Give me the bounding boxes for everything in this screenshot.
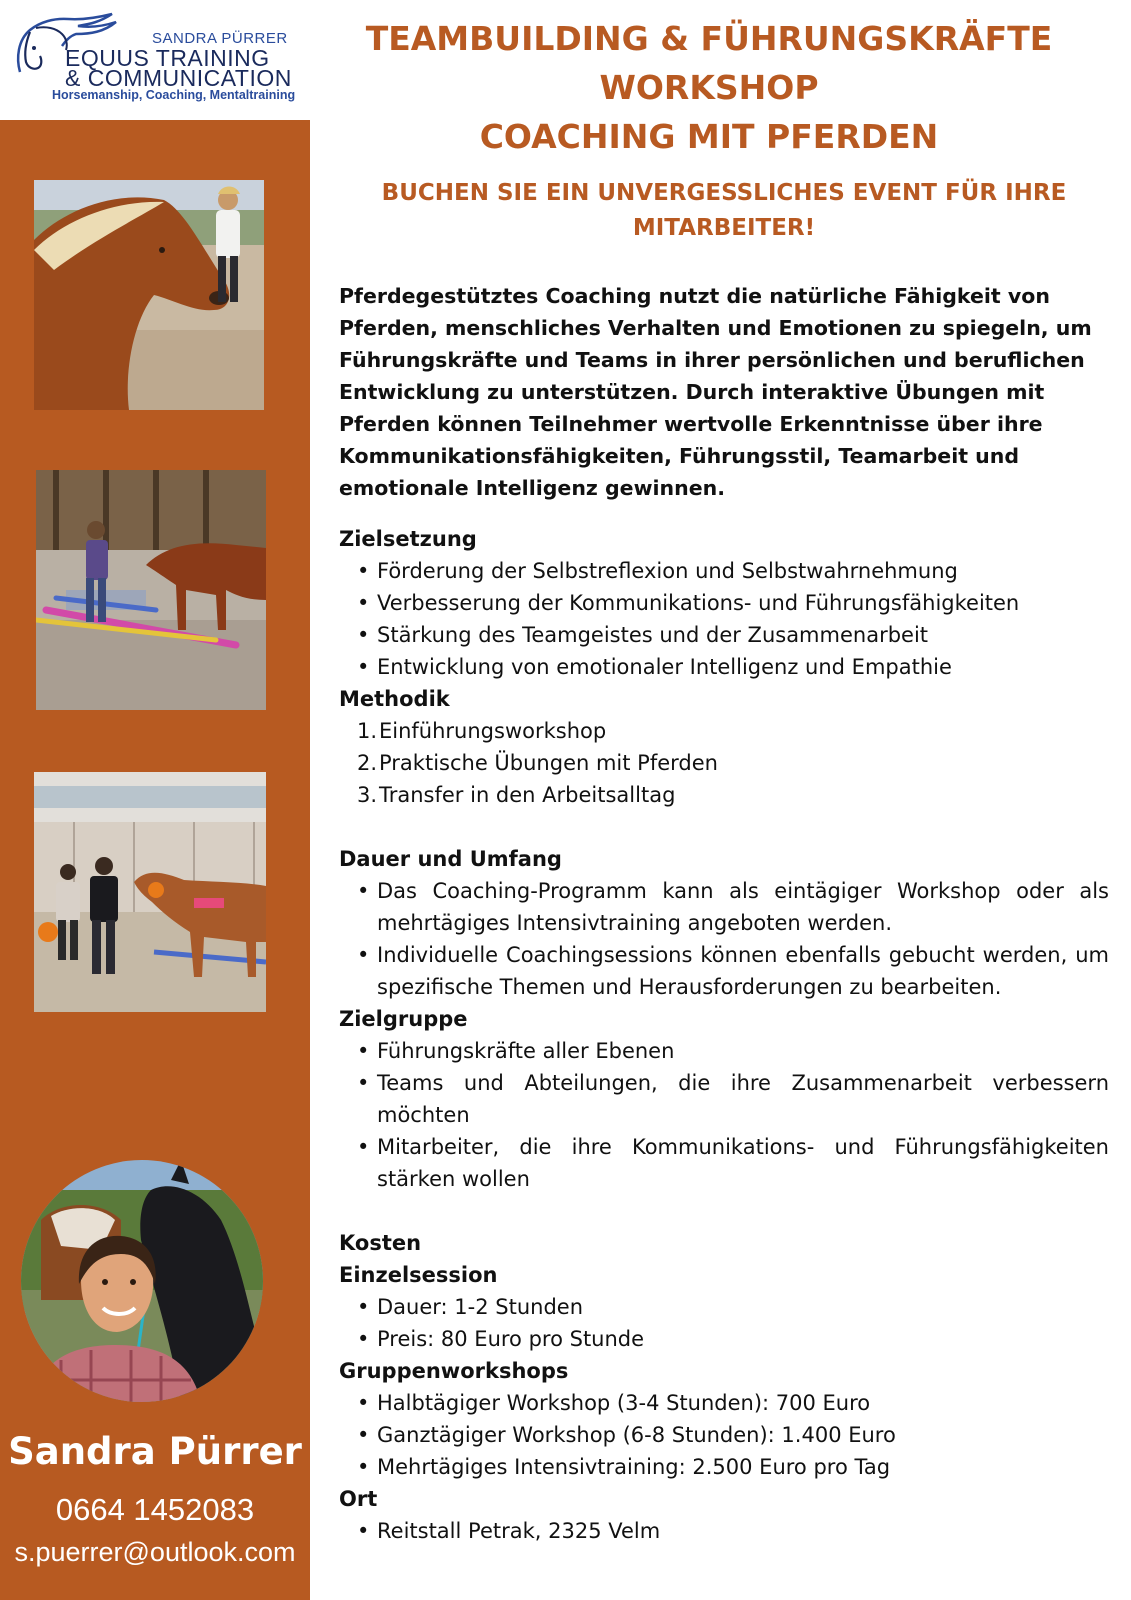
- logo-company-line-1: EQUUS TRAINING: [65, 45, 270, 71]
- photo-group-horse: [34, 772, 266, 1012]
- number-marker: 1.: [357, 719, 378, 743]
- bullet-icon: •: [357, 1295, 370, 1319]
- list-item: • Individuelle Coachingsessions können ebenfalls gebucht werden, um spezifische Themen und Herausforderungen zu bearbeiten.: [357, 939, 1109, 1003]
- page-title: [339, 14, 1079, 161]
- bullet-icon: •: [357, 1519, 370, 1543]
- list-item: • Halbtägiger Workshop (3-4 Stunden): 700 Euro: [357, 1387, 1109, 1419]
- portrait-photo: [21, 1160, 263, 1402]
- intro-line: Pferdegestütztes Coaching nutzt die natürliche Fähigkeit von: [339, 284, 1050, 308]
- intro-paragraph: [339, 280, 1109, 504]
- intro-line: Kommunikationsfähigkeiten, Führungsstil, Teamarbeit und: [339, 444, 1020, 468]
- subheading-gruppenworkshops: Gruppenworkshops: [339, 1359, 569, 1383]
- subtitle-line: MITARBEITER!: [632, 215, 816, 241]
- bullet-icon: •: [357, 559, 370, 583]
- list-item: • Führungskräfte aller Ebenen: [357, 1035, 1109, 1067]
- section-heading-dauer: Dauer und Umfang: [339, 847, 562, 871]
- list-item: • Verbesserung der Kommunikations- und Führungsfähigkeiten: [357, 587, 1109, 619]
- contact-email[interactable]: s.puerrer@outlook.com: [14, 1537, 296, 1567]
- list-item: • Preis: 80 Euro pro Stunde: [357, 1323, 1109, 1355]
- page-subtitle: [339, 176, 1109, 246]
- list-item: • Reitstall Petrak, 2325 Velm: [357, 1515, 1109, 1547]
- section-heading-zielgruppe: Zielgruppe: [339, 1007, 468, 1031]
- bullet-icon: •: [357, 655, 370, 679]
- list-item: • Teams und Abteilungen, die ihre Zusammenarbeit verbessern möchten: [357, 1067, 1109, 1131]
- list-item: • Entwicklung von emotionaler Intelligenz und Empathie: [357, 651, 1109, 683]
- intro-line: Entwicklung zu unterstützen. Durch interaktive Übungen mit: [339, 380, 1045, 404]
- logo-owner-name: SANDRA PÜRRER: [152, 30, 288, 47]
- bullet-icon: •: [357, 1423, 370, 1447]
- list-item: • Förderung der Selbstreflexion und Selbstwahrnehmung: [357, 555, 1109, 587]
- list-item: 2. Praktische Übungen mit Pferden: [357, 747, 1109, 779]
- list-item: • Mitarbeiter, die ihre Kommunikations- und Führungsfähigkeiten stärken wollen: [357, 1131, 1109, 1195]
- bullet-icon: •: [357, 1135, 370, 1159]
- list-item: • Das Coaching-Programm kann als eintägiger Workshop oder als mehrtägiges Intensivtraining angeboten werden.: [357, 875, 1109, 939]
- bullet-icon: •: [357, 943, 370, 967]
- section-heading-zielsetzung: Zielsetzung: [339, 527, 477, 551]
- intro-line: Pferden können Teilnehmer wertvolle Erkenntnisse über ihre: [339, 412, 1043, 436]
- list-item: • Mehrtägiges Intensivtraining: 2.500 Euro pro Tag: [357, 1451, 1109, 1483]
- bullet-icon: •: [357, 879, 370, 903]
- list-item: 3. Transfer in den Arbeitsalltag: [357, 779, 1109, 811]
- title-line: COACHING MIT PFERDEN: [479, 117, 939, 156]
- subheading-einzelsession: Einzelsession: [339, 1263, 498, 1287]
- bullet-icon: •: [357, 623, 370, 647]
- title-line: TEAMBUILDING & FÜHRUNGSKRÄFTE: [365, 19, 1053, 58]
- logo: [0, 0, 310, 120]
- photo-horse-arena: [34, 180, 264, 410]
- list-item: 1. Einführungsworkshop: [357, 715, 1109, 747]
- list-item: • Dauer: 1-2 Stunden: [357, 1291, 1109, 1323]
- section-heading-methodik: Methodik: [339, 687, 450, 711]
- section-heading-kosten: Kosten: [339, 1231, 422, 1255]
- title-line: WORKSHOP: [599, 68, 819, 107]
- bullet-icon: •: [357, 1391, 370, 1415]
- number-marker: 2.: [357, 751, 378, 775]
- bullet-icon: •: [357, 1039, 370, 1063]
- sidebar: [0, 120, 310, 1600]
- logo-tagline: Horsemanship, Coaching, Mentaltraining: [52, 88, 296, 102]
- bullet-icon: •: [357, 1455, 370, 1479]
- subtitle-line: BUCHEN SIE EIN UNVERGESSLICHES EVENT FÜR IHRE: [381, 180, 1067, 206]
- logo-company-line-2: & COMMUNICATION: [65, 65, 292, 91]
- number-marker: 3.: [357, 783, 378, 807]
- intro-line: Führungskräfte und Teams in ihrer persönlichen und beruflichen: [339, 348, 1085, 372]
- section-heading-ort: Ort: [339, 1487, 378, 1511]
- photo-horse-poles: [36, 470, 266, 710]
- bullet-icon: •: [357, 1071, 370, 1095]
- intro-line: emotionale Intelligenz gewinnen.: [339, 476, 726, 500]
- bullet-icon: •: [357, 591, 370, 615]
- contact-phone[interactable]: 0664 1452083: [55, 1492, 255, 1527]
- bullet-icon: •: [357, 1327, 370, 1351]
- contact-name: Sandra Pürrer: [8, 1430, 302, 1473]
- list-item: • Stärkung des Teamgeistes und der Zusammenarbeit: [357, 619, 1109, 651]
- list-item: • Ganztägiger Workshop (6-8 Stunden): 1.400 Euro: [357, 1419, 1109, 1451]
- intro-line: Pferden, menschliches Verhalten und Emotionen zu spiegeln, um: [339, 316, 1092, 340]
